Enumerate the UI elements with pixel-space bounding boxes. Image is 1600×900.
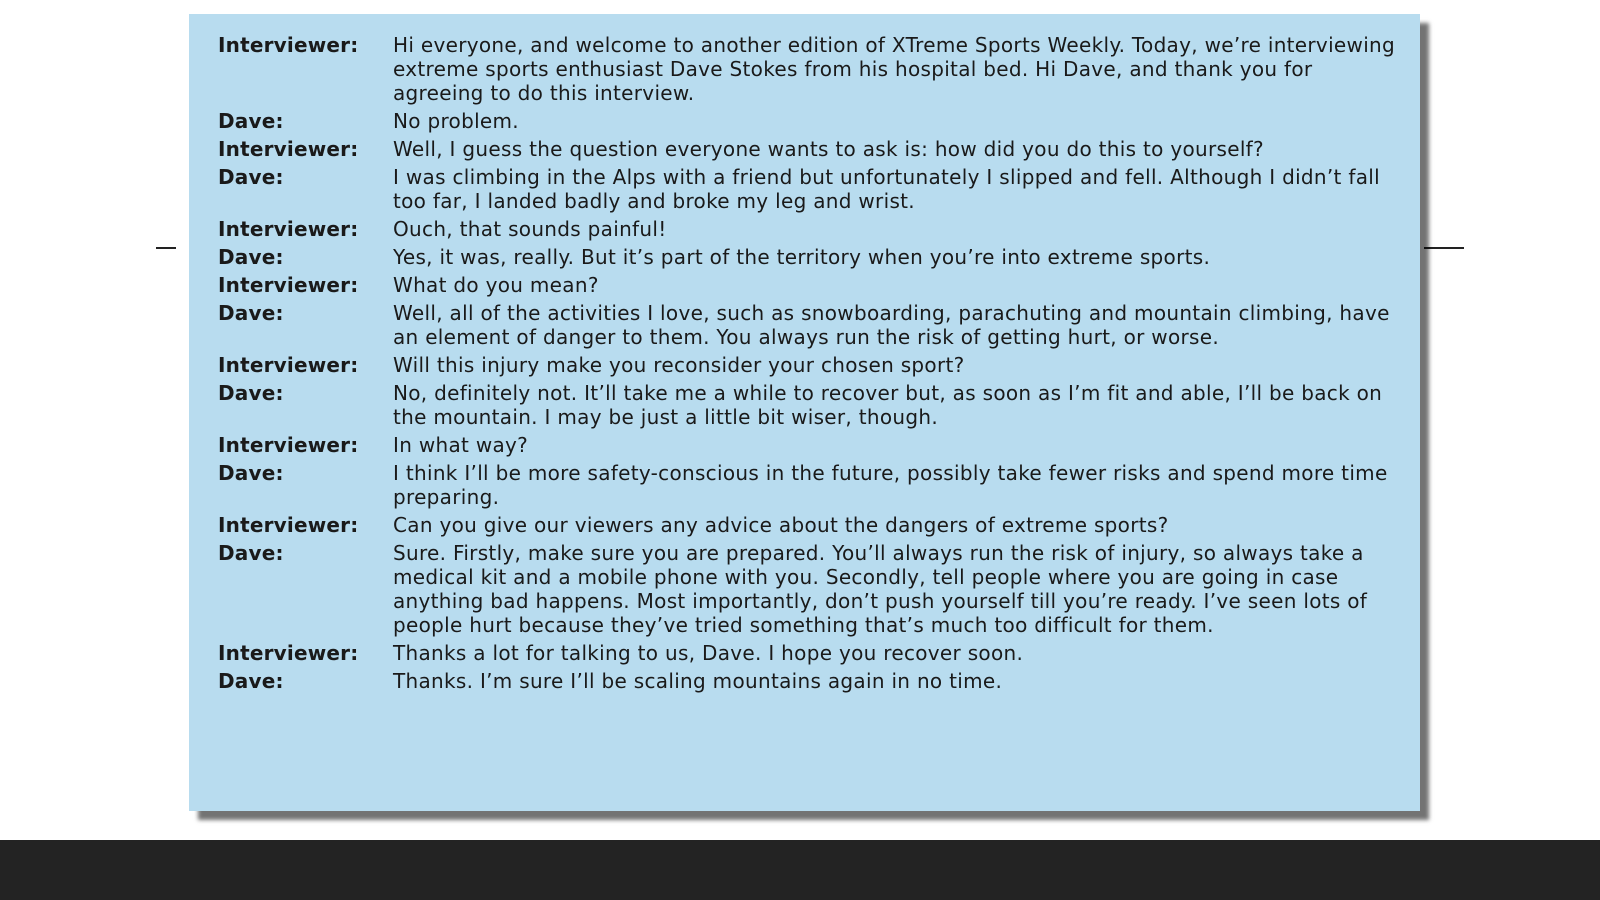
dialogue-turn: [218, 301, 1420, 349]
dialogue-line: What do you mean?: [393, 273, 599, 297]
title-rule-left: [156, 247, 176, 249]
dialogue-turn: [218, 245, 1420, 269]
interview-transcript-panel: [189, 14, 1420, 811]
dialogue-turn: [218, 433, 1420, 457]
dialogue-line: Will this injury make you reconsider your chosen sport?: [393, 353, 965, 377]
speaker-label: Dave:: [218, 541, 284, 565]
dialogue-turn: [218, 137, 1420, 161]
speaker-label: Dave:: [218, 245, 284, 269]
dialogue-turn: [218, 381, 1420, 429]
dialogue-line: Ouch, that sounds painful!: [393, 217, 667, 241]
speaker-label: Interviewer:: [218, 433, 359, 457]
title-rule-right: [1424, 247, 1464, 249]
dialogue-line: Hi everyone, and welcome to another edition of XTreme Sports Weekly. Today, we’re interviewing extreme sports enthusiast Dave Stokes from his hospital bed. Hi Dave, and thank you for agreeing to do this interview.: [393, 33, 1396, 105]
dialogue-turn: [218, 541, 1420, 637]
dialogue-turn: [218, 641, 1420, 665]
dialogue-turn: [218, 461, 1420, 509]
speaker-label: Dave:: [218, 109, 284, 133]
dialogue-line: No, definitely not. It’ll take me a while to recover but, as soon as I’m fit and able, I’ll be back on the mountain. I may be just a little bit wiser, though.: [393, 381, 1383, 429]
dialogue-line: I was climbing in the Alps with a friend but unfortunately I slipped and fell. Although I didn’t fall too far, I landed badly and broke my leg and wrist.: [393, 165, 1380, 213]
speaker-label: Interviewer:: [218, 641, 359, 665]
footer-bar: [0, 840, 1600, 900]
dialogue-turn: [218, 513, 1420, 537]
dialogue-line: Sure. Firstly, make sure you are prepared. You’ll always run the risk of injury, so always take a medical kit and a mobile phone with you. Secondly, tell people where you are going in case anything bad happens. Most importantly, don’t push yourself till you’re ready. I’ve seen lots of people hurt because they’ve tried something that’s much too difficult for them.: [393, 541, 1368, 637]
dialogue-line: Thanks. I’m sure I’ll be scaling mountains again in no time.: [393, 669, 1003, 693]
dialogue-turn: [218, 33, 1420, 105]
speaker-label: Dave:: [218, 301, 284, 325]
dialogue-turn: [218, 217, 1420, 241]
dialogue-line: In what way?: [393, 433, 529, 457]
speaker-label: Dave:: [218, 165, 284, 189]
dialogue-turn: [218, 109, 1420, 133]
dialogue-line: Thanks a lot for talking to us, Dave. I hope you recover soon.: [393, 641, 1024, 665]
dialogue-turn: [218, 273, 1420, 297]
speaker-label: Dave:: [218, 381, 284, 405]
speaker-label: Interviewer:: [218, 273, 359, 297]
speaker-label: Interviewer:: [218, 33, 359, 57]
dialogue-line: Yes, it was, really. But it’s part of the territory when you’re into extreme sports.: [393, 245, 1211, 269]
speaker-label: Interviewer:: [218, 513, 359, 537]
speaker-label: Interviewer:: [218, 217, 359, 241]
dialogue-line: I think I’ll be more safety-conscious in the future, possibly take fewer risks and spend more time preparing.: [393, 461, 1388, 509]
speaker-label: Dave:: [218, 461, 284, 485]
speaker-label: Interviewer:: [218, 137, 359, 161]
dialogue-line: Well, all of the activities I love, such as snowboarding, parachuting and mountain climbing, have an element of danger to them. You always run the risk of getting hurt, or worse.: [393, 301, 1390, 349]
dialogue-turn: [218, 165, 1420, 213]
dialogue-line: Well, I guess the question everyone wants to ask is: how did you do this to yourself?: [393, 137, 1264, 161]
dialogue-line: Can you give our viewers any advice about the dangers of extreme sports?: [393, 513, 1169, 537]
speaker-label: Interviewer:: [218, 353, 359, 377]
dialogue-line: No problem.: [393, 109, 519, 133]
dialogue-turn: [218, 353, 1420, 377]
speaker-label: Dave:: [218, 669, 284, 693]
dialogue-turn: [218, 669, 1420, 693]
